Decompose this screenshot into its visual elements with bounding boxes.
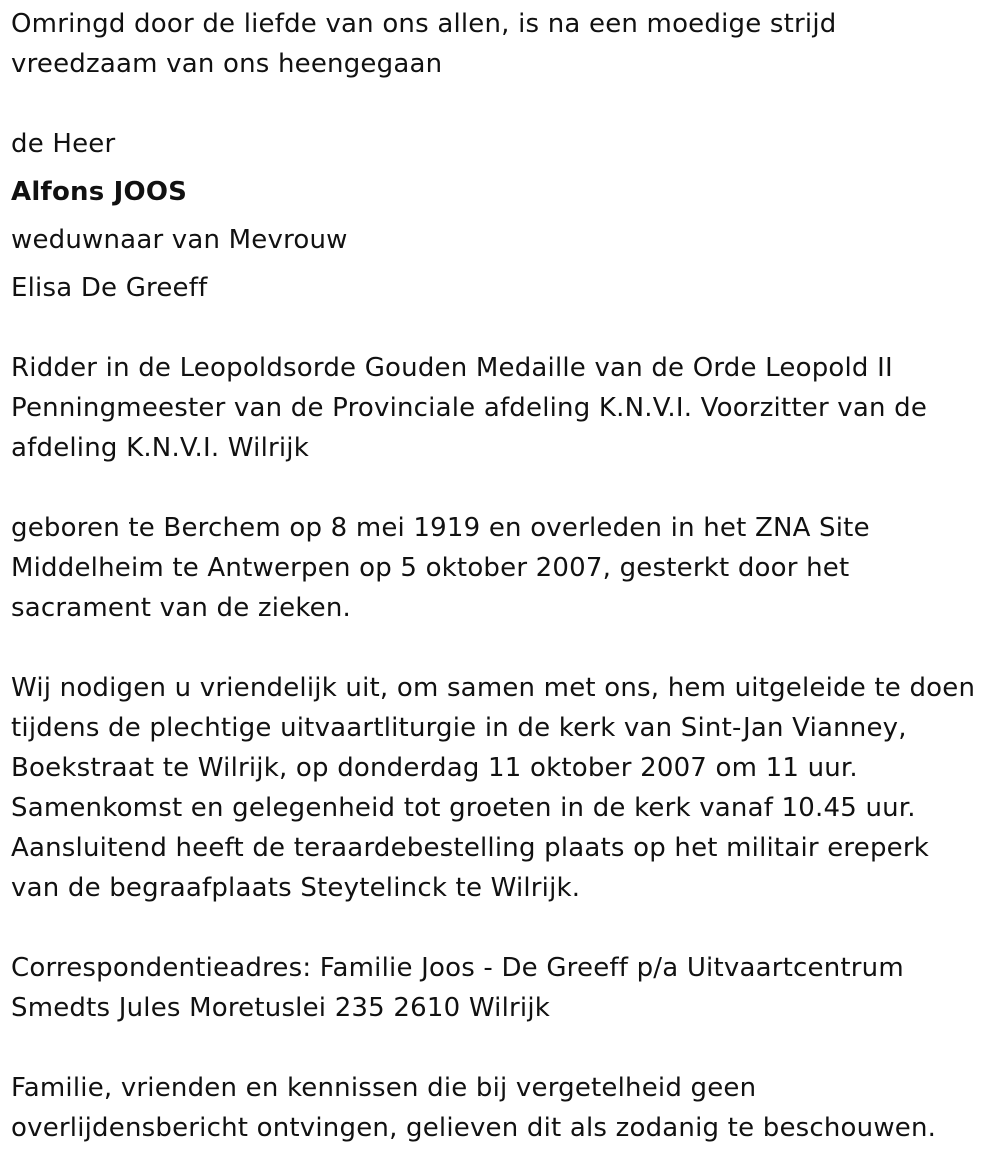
funeral-paragraph (11, 668, 996, 908)
death-notice (11, 4, 996, 1148)
spouse-name: Elisa De Greeff (11, 273, 208, 303)
salutation: de Heer (11, 129, 116, 159)
widower-line: weduwnaar van Mevrouw (11, 225, 348, 255)
funeral-line-3: Boekstraat te Wilrijk, op donderdag 11 oktober 2007 om 11 uur. (11, 753, 858, 783)
intro-line-1: Omringd door de liefde van ons allen, is na een moedige strijd (11, 9, 837, 39)
correspondence-line-1: Correspondentieadres: Familie Joos - De Greeff p/a Uitvaartcentrum (11, 953, 904, 983)
correspondence-line-2: Smedts Jules Moretuslei 235 2610 Wilrijk (11, 993, 550, 1023)
correspondence-paragraph (11, 948, 996, 1028)
titles-line-1: Ridder in de Leopoldsorde Gouden Medaille van de Orde Leopold II (11, 353, 893, 383)
titles-line-2: Penningmeester van de Provinciale afdeling K.N.V.I. Voorzitter van de (11, 393, 928, 423)
birth-death-line-2: Middelheim te Antwerpen op 5 oktober 2007, gesterkt door het (11, 553, 850, 583)
closing-line-1: Familie, vrienden en kennissen die bij vergetelheid geen (11, 1073, 757, 1103)
funeral-line-5: Aansluitend heeft de teraardebestelling plaats op het militair ereperk (11, 833, 929, 863)
funeral-line-6: van de begraafplaats Steytelinck te Wilrijk. (11, 873, 581, 903)
titles-paragraph (11, 348, 996, 468)
funeral-line-4: Samenkomst en gelegenheid tot groeten in de kerk vanaf 10.45 uur. (11, 793, 916, 823)
titles-line-3: afdeling K.N.V.I. Wilrijk (11, 433, 309, 463)
closing-paragraph (11, 1068, 996, 1148)
intro-line-2: vreedzaam van ons heengegaan (11, 49, 443, 79)
funeral-line-2: tijdens de plechtige uitvaartliturgie in de kerk van Sint-Jan Vianney, (11, 713, 907, 743)
birth-death-line-1: geboren te Berchem op 8 mei 1919 en overleden in het ZNA Site (11, 513, 870, 543)
birth-death-paragraph (11, 508, 996, 628)
closing-line-2: overlijdensbericht ontvingen, gelieven dit als zodanig te beschouwen. (11, 1113, 937, 1143)
funeral-line-1: Wij nodigen u vriendelijk uit, om samen met ons, hem uitgeleide te doen (11, 673, 976, 703)
birth-death-line-3: sacrament van de zieken. (11, 593, 352, 623)
deceased-name: Alfons JOOS (11, 177, 188, 207)
intro-paragraph (11, 4, 996, 84)
